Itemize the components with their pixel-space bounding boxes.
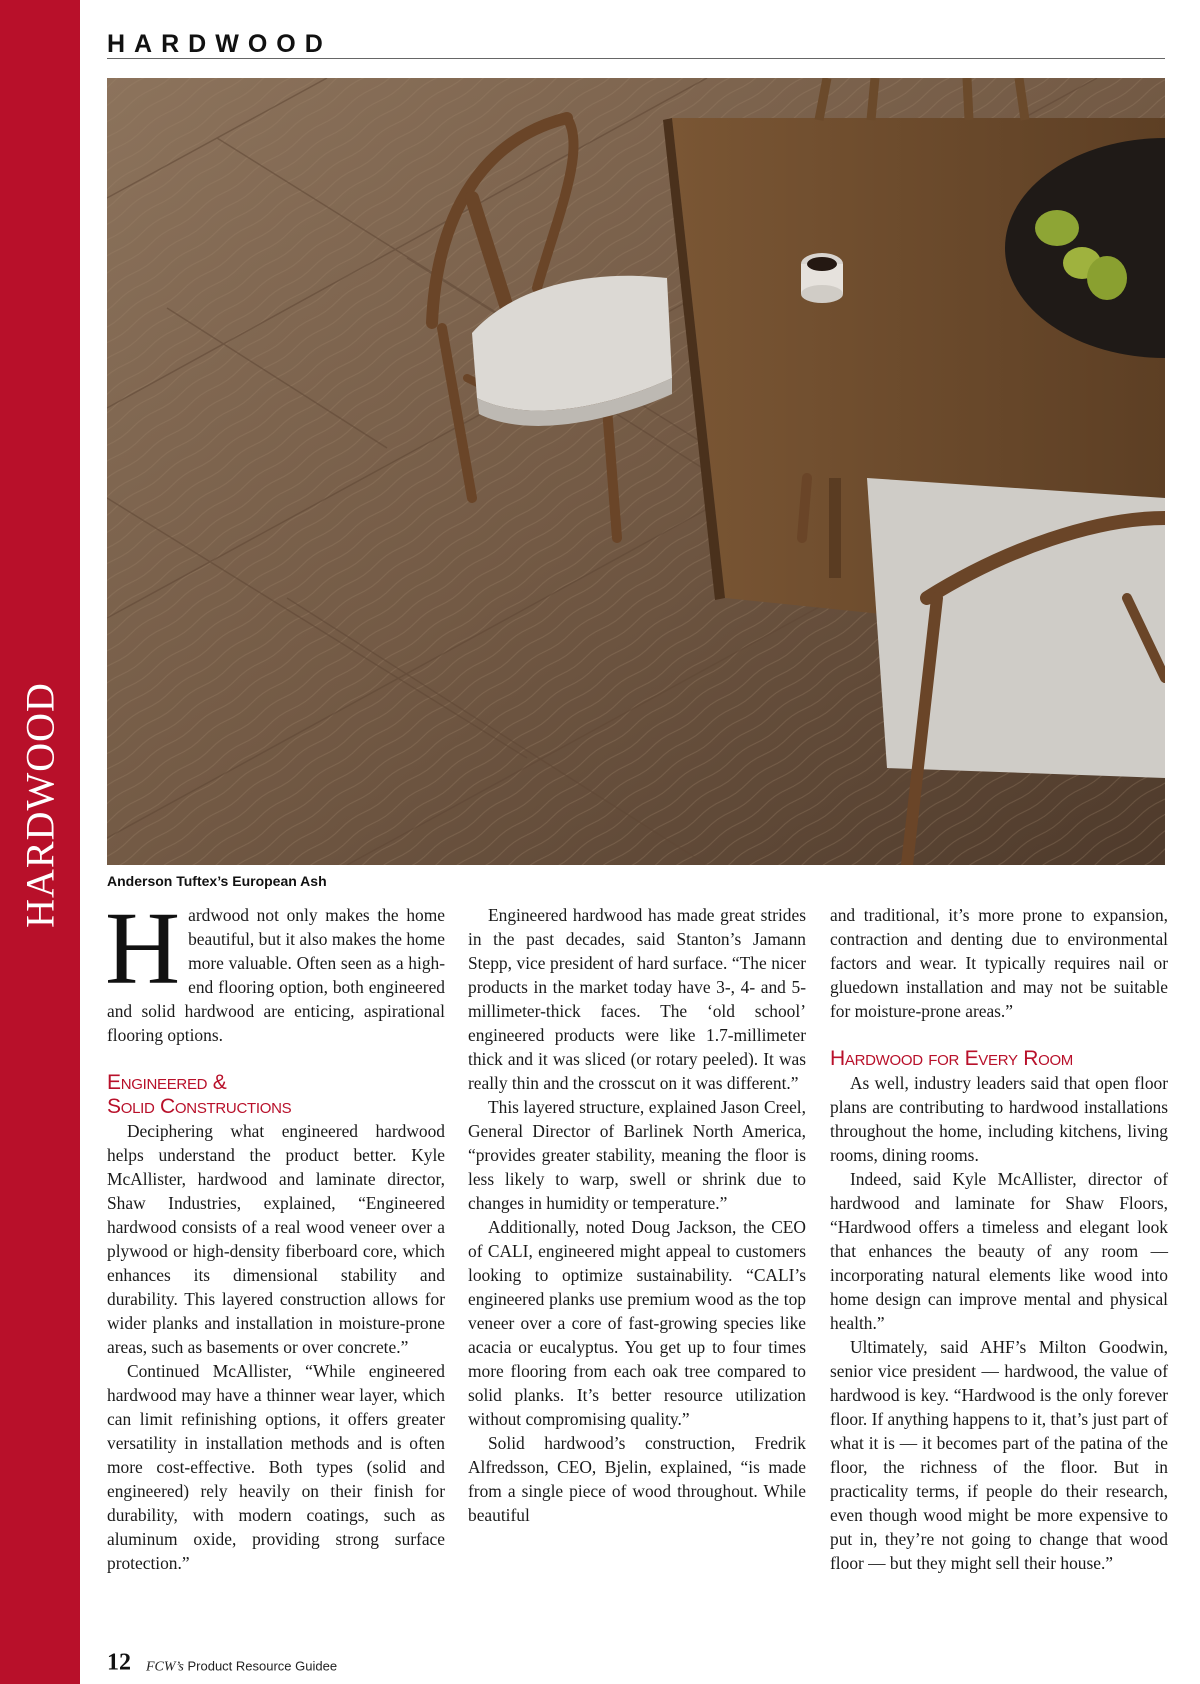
subhead-line-1: Engineered & xyxy=(107,1071,227,1094)
side-tab-bar xyxy=(0,0,80,1684)
side-tab-label: HARDWOOD xyxy=(17,682,63,928)
paragraph: As well, industry leaders said that open floor plans are contributing to hardwood installations throughout the home, including kitchens, living rooms, dining rooms. xyxy=(830,1073,1168,1165)
paragraph: Additionally, noted Doug Jackson, the CEO of CALI, engineered might appeal to customers looking to optimize sustainability. “CALI’s engineered planks use premium wood as the top veneer over a core of fast-growing species like acacia or eucalyptus. You get up to four times more flooring from each oak tree compared to solid planks. It’s better resource utilization without compromising quality.” xyxy=(468,1217,806,1429)
header-rule xyxy=(107,58,1165,59)
paragraph: Continued McAllister, “While engineered hardwood may have a thinner wear layer, which can limit refinishing options, it offers greater versatility in installation methods and is often more cost-effective. Both types (solid and engineered) rely heavily on their finish for durability, with modern coatings, such as aluminum oxide, providing strong surface protection.” xyxy=(107,1361,445,1573)
paragraph: Solid hardwood’s construction, Fredrik Alfredsson, CEO, Bjelin, explained, “is made from a single piece of wood throughout. While beautiful xyxy=(468,1433,806,1525)
drop-cap: H xyxy=(105,891,181,1006)
publication-magazine: FCW’s xyxy=(146,1659,184,1675)
page-number: 12 xyxy=(107,1649,131,1676)
section-header: HARDWOOD xyxy=(107,30,332,58)
article-column-1 xyxy=(105,891,445,1575)
paragraph: This layered structure, explained Jason Creel, General Director of Barlinek North America, “provides greater stability, meaning the floor is less likely to warp, swell or shrink due to changes in humidity or temperature.” xyxy=(468,1097,806,1213)
intro-text: ardwood not only makes the home beautiful, but it also makes the home more valuable. Often seen as a high-end flooring option, both engineered and solid hardwood are enticing, aspirational flooring options. xyxy=(107,905,445,1045)
photo-caption: Anderson Tuftex’s European Ash xyxy=(107,873,327,889)
dining-room-photo-illustration xyxy=(107,78,1165,865)
paragraph: Indeed, said Kyle McAllister, director of hardwood and laminate for Shaw Floors, “Hardwood offers a timeless and elegant look that enhances the beauty of any room — incorporating natural elements like wood into home design can improve mental and physical health.” xyxy=(830,1169,1168,1333)
paragraph: and traditional, it’s more prone to expansion, contraction and denting due to environmental factors and wear. It typically requires nail or gluedown installation and may not be suitable for moisture-prone areas.” xyxy=(830,905,1168,1021)
paragraph: Engineered hardwood has made great strides in the past decades, said Stanton’s Jamann Stepp, vice president of hard surface. “The nicer products in the market today have 3-, 4- and 5-millimeter-thick faces. The ‘old school’ engineered products were like 1.7-millimeter thick and it was sliced (or rotary peeled). It was really thin and the crosscut on it was different.” xyxy=(468,905,806,1093)
hero-photo xyxy=(107,78,1165,865)
intro-paragraph xyxy=(105,891,445,1047)
paragraph: Ultimately, said AHF’s Milton Goodwin, senior vice president — hardwood, the value of hardwood is key. “Hardwood is the only forever floor. If anything happens to it, that’s just part of what it is — it becomes part of the patina of the floor, the richness of the floor. But in practicality terms, if people do their research, even though wood might be more expensive to put in, they’re not going to change that wood floor — but they might sell their house.” xyxy=(830,1337,1168,1573)
paragraph: Deciphering what engineered hardwood helps understand the product better. Kyle McAllister, hardwood and laminate director, Shaw Industries, explained, “Engineered hardwood consists of a real wood veneer over a plywood or high-density fiberboard core, which enhances its dimensional stability and durability. This layered construction allows for wider planks and installation in moisture-prone areas, such as basements or over concrete.” xyxy=(107,1121,445,1357)
publication-guide: Product Resource Guidee xyxy=(187,1658,338,1674)
subhead-every-room: Hardwood for Every Room xyxy=(830,1047,1074,1070)
article-column-3 xyxy=(830,903,1168,1575)
article-column-2 xyxy=(468,903,806,1527)
publication-title xyxy=(146,1659,337,1676)
subhead-engineered-solid xyxy=(107,1071,445,1119)
subhead-line-2: Solid Constructions xyxy=(107,1095,292,1118)
